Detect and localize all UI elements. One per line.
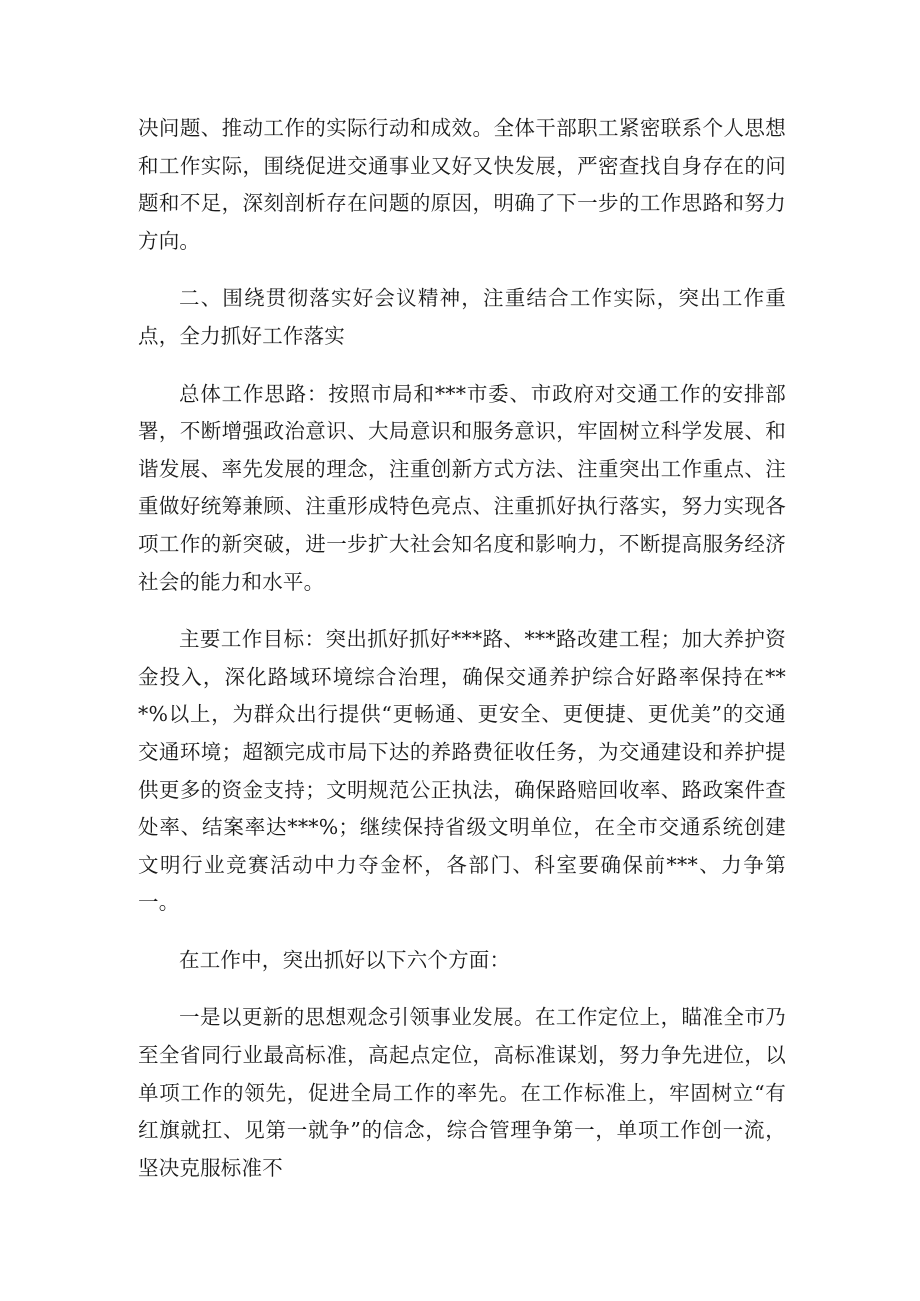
section-heading-two: 二、围绕贯彻落实好会议精神，注重结合工作实际，突出工作重点，全力抓好工作落实 [138, 286, 786, 348]
paragraph-point-one: 一是以更新的思想观念引领事业发展。在工作定位上，瞄准全市乃至全省同行业最高标准，高起点定位，高标准谋划，努力争先进位，以单项工作的领先，促进全局工作的率先。在工作标准上，牢固树立“有红旗就扛、见第一就争”的信念，综合管理争第一，单项工作创一流，坚决克服标准不 [138, 1005, 786, 1180]
paragraph-overall-approach: 总体工作思路：按照市局和***市委、市政府对交通工作的安排部署，不断增强政治意识、大局意识和服务意识，牢固树立科学发展、和谐发展、率先发展的理念，注重创新方式方法、注重突出工作重点、注重做好统筹兼顾、注重形成特色亮点、注重抓好执行落实，努力实现各项工作的新突破，进一步扩大社会知名度和影响力，不断提高服务经济社会的能力和水平。 [138, 381, 786, 594]
paragraph-continuation: 决问题、推动工作的实际行动和成效。全体干部职工紧密联系个人思想和工作实际，围绕促进交通事业又好又快发展，严密查找自身存在的问题和不足，深刻剖析存在问题的原因，明确了下一步的工作思路和努力方向。 [138, 116, 786, 253]
paragraph-main-goals: 主要工作目标：突出抓好抓好***路、***路改建工程；加大养护资金投入，深化路域环境综合治理，确保交通养护综合好路率保持在***%以上，为群众出行提供“更畅通、更安全、更便捷、更优美”的交通交通环境；超额完成市局下达的养路费征收任务，为交通建设和养护提供更多的资金支持；文明规范公正执法，确保路赔回收率、路政案件查处率、结案率达***%；继续保持省级文明单位，在全市交通系统创建文明行业竞赛活动中力夺金杯，各部门、科室要确保前***、力争第一。 [138, 627, 786, 915]
document-page [138, 110, 786, 1187]
paragraph-six-aspects-intro: 在工作中，突出抓好以下六个方面： [179, 947, 511, 972]
